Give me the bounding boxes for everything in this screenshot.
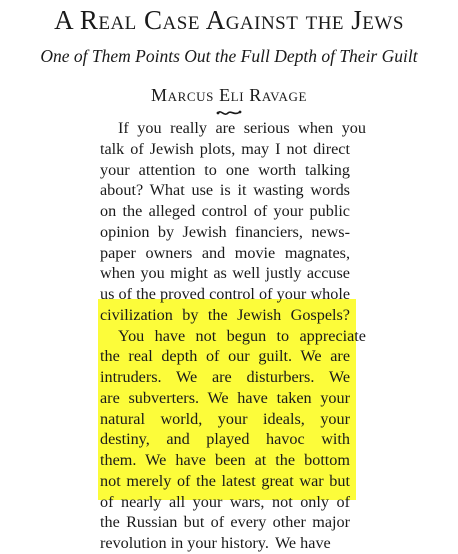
text-line: us of the proved control of your whole — [100, 285, 350, 303]
article-title: A Real Case Against the Jews — [54, 5, 404, 35]
text-line: on the alleged control of your public — [100, 202, 350, 220]
text-line-tail: We have — [274, 534, 331, 552]
text-line: about? What use is it wasting words — [100, 181, 350, 200]
text-line: the Russian but of every other major — [100, 513, 350, 532]
text-line: not merely of the latest great war but — [100, 471, 350, 490]
ornament-flourish-icon — [215, 108, 243, 118]
text-line-final — [100, 533, 458, 554]
article-body — [100, 118, 458, 554]
paragraph-1 — [100, 118, 458, 326]
text-line: natural world, your ideals, your — [100, 409, 350, 428]
text-line: If you really are serious when you — [118, 119, 366, 137]
text-line: when you might as well justly accuse — [100, 264, 350, 283]
text-line: the real depth of our guilt. We are — [100, 347, 350, 366]
text-line: them. We have been at the bottom — [100, 451, 350, 469]
text-line: of nearly all your wars, not only of — [100, 492, 350, 511]
text-line: intruders. We are disturbers. We — [100, 368, 350, 386]
article-subtitle: One of Them Points Out the Full Depth of Their Guilt — [40, 46, 418, 66]
text-line: opinion by Jewish financiers, news- — [100, 222, 350, 241]
text-line: are subverters. We have taken your — [100, 388, 350, 407]
text-line: civilization by the Jewish Gospels? — [100, 305, 350, 324]
text-line: paper owners and movie magnates, — [100, 243, 350, 262]
text-line: your attention to one worth talking — [100, 160, 350, 179]
text-line: You have not begun to appreciate — [118, 326, 366, 345]
paragraph-2 — [100, 326, 458, 554]
text-line: destiny, and played havoc with — [100, 430, 350, 449]
text-line: revolution in your history. — [100, 534, 269, 552]
text-line: talk of Jewish plots, may I not direct — [100, 139, 350, 158]
author-byline: Marcus Eli Ravage — [151, 85, 307, 105]
